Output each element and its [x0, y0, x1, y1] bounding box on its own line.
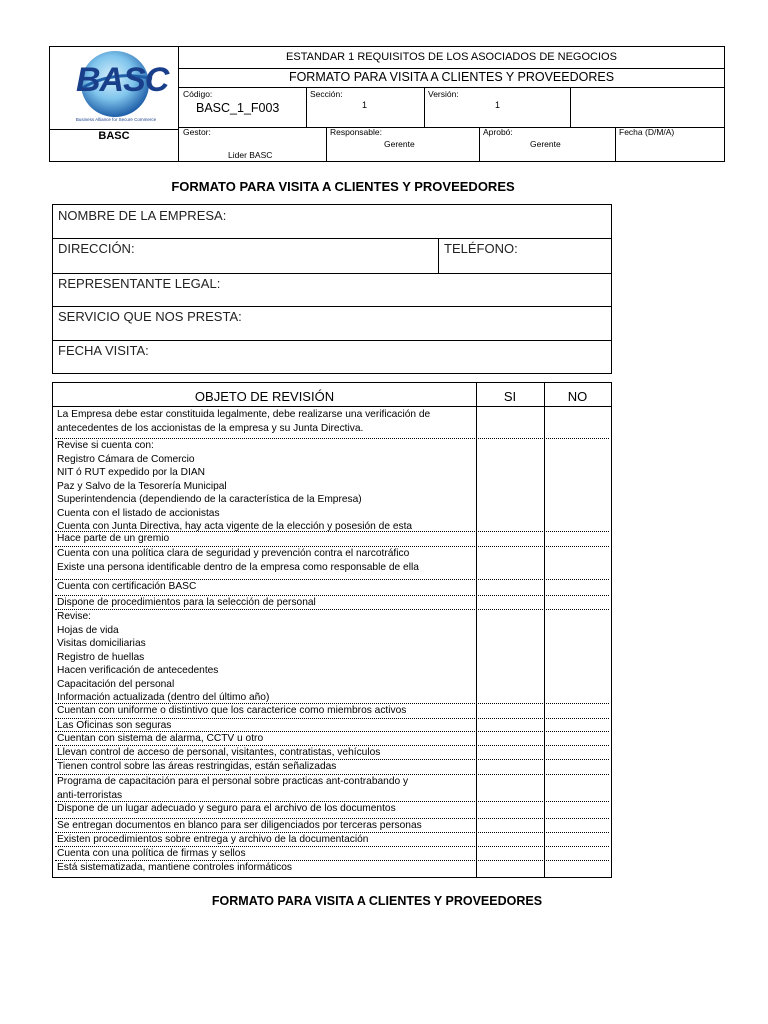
company-info-table — [52, 204, 612, 374]
code-value: BASC_1_F003 — [196, 101, 280, 115]
org-label: BASC — [98, 130, 130, 142]
checklist-row-text: Cuenta con una política de firmas y sellos — [57, 848, 246, 859]
manager-value: Lider BASC — [228, 150, 273, 160]
version-value: 1 — [495, 100, 501, 110]
org-cell — [50, 130, 179, 161]
checklist-row-text: Está sistematizada, mantiene controles informáticos — [57, 862, 292, 873]
phone-label: TELÉFONO: — [444, 241, 518, 256]
visit-date-label: FECHA VISITA: — [58, 343, 149, 358]
approved-label: Aprobó: — [483, 127, 513, 137]
checklist-row-text: Tienen control sobre las áreas restringidas, están señalizadas — [57, 761, 337, 772]
approved-value: Gerente — [530, 139, 561, 149]
col-object-header: OBJETO DE REVISIÓN — [194, 389, 335, 404]
responsible-label: Responsable: — [330, 127, 382, 137]
document-title: FORMATO PARA VISITA A CLIENTES Y PROVEEDORES — [171, 179, 515, 194]
address-label: DIRECCIÓN: — [58, 241, 135, 256]
checklist-row-text: Programa de capacitación para el personal sobre practicas ant-contrabando y anti-terroristas — [57, 776, 409, 801]
checklist-row-text: Revise si cuenta con: Registro Cámara de Comercio NIT ó RUT expedido por la DIAN Paz y Salvo de la Tesorería Municipal Superintendencia (dependiendo de la característica de la Empresa) Cuenta con el listado de accionistas Cuenta con Junta Directiva, hay acta vigente de la elección y posesión de esta — [57, 440, 413, 532]
checklist-row-text: Se entregan documentos en blanco para ser diligenciados por terceras personas — [57, 820, 422, 831]
checklist-row-text: Revise: Hojas de vida Visitas domiciliarias Registro de huellas Hacen verificación de antecedentes Capacitación del personal Información actualizada (dentro del último año) — [57, 611, 270, 703]
logo-text: BASC — [76, 61, 169, 99]
service-label: SERVICIO QUE NOS PRESTA: — [58, 309, 242, 324]
legal-rep-label: REPRESENTANTE LEGAL: — [58, 276, 221, 291]
responsible-value: Gerente — [384, 139, 415, 149]
checklist-row-text: Cuenta con una política clara de seguridad y prevención contra el narcotráfico Existe una persona identificable dentro de la empresa como responsable de ella — [57, 548, 419, 573]
checklist-row-text: Cuentan con uniforme o distintivo que los caracterice como miembros activos — [57, 705, 407, 716]
date-label: Fecha (D/M/A) — [619, 127, 675, 137]
checklist-row-text: La Empresa debe estar constituida legalmente, debe realizarse una verificación de antecedentes de los accionistas de la empresa y su Junta Directiva. — [57, 409, 431, 434]
checklist-row-text: Las Oficinas son seguras — [57, 720, 172, 731]
checklist-row-text: Hace parte de un gremio — [57, 533, 170, 544]
manager-label: Gestor: — [183, 127, 211, 137]
company-name-label: NOMBRE DE LA EMPRESA: — [58, 208, 227, 223]
footer-title: FORMATO PARA VISITA A CLIENTES Y PROVEEDORES — [211, 894, 543, 908]
version-label: Versión: — [428, 89, 459, 99]
checklist-row-text: Dispone de un lugar adecuado y seguro para el archivo de los documentos — [57, 803, 396, 814]
logo-tagline: Business Alliance for Secure Commerce — [75, 117, 157, 122]
document-header — [49, 46, 725, 162]
review-checklist-table — [52, 382, 612, 878]
logo-cell — [50, 47, 179, 130]
standard-title: ESTANDAR 1 REQUISITOS DE LOS ASOCIADOS DE NEGOCIOS — [286, 51, 617, 63]
checklist-row-text: Llevan control de acceso de personal, visitantes, contratistas, vehículos — [57, 747, 381, 758]
checklist-row-text: Existen procedimientos sobre entrega y archivo de la documentación — [57, 834, 369, 845]
section-label: Sección: — [310, 89, 343, 99]
checklist-row-text: Cuentan con sistema de alarma, CCTV u otro — [57, 733, 264, 744]
section-value: 1 — [362, 100, 368, 110]
checklist-row-text: Dispone de procedimientos para la selección de personal — [57, 597, 316, 608]
col-no-header: NO — [567, 389, 588, 404]
code-label: Código: — [183, 89, 213, 99]
col-yes-header: SI — [503, 389, 517, 404]
checklist-row-text: Cuenta con certificación BASC — [57, 581, 197, 592]
form-title: FORMATO PARA VISITA A CLIENTES Y PROVEEDORES — [288, 70, 615, 84]
